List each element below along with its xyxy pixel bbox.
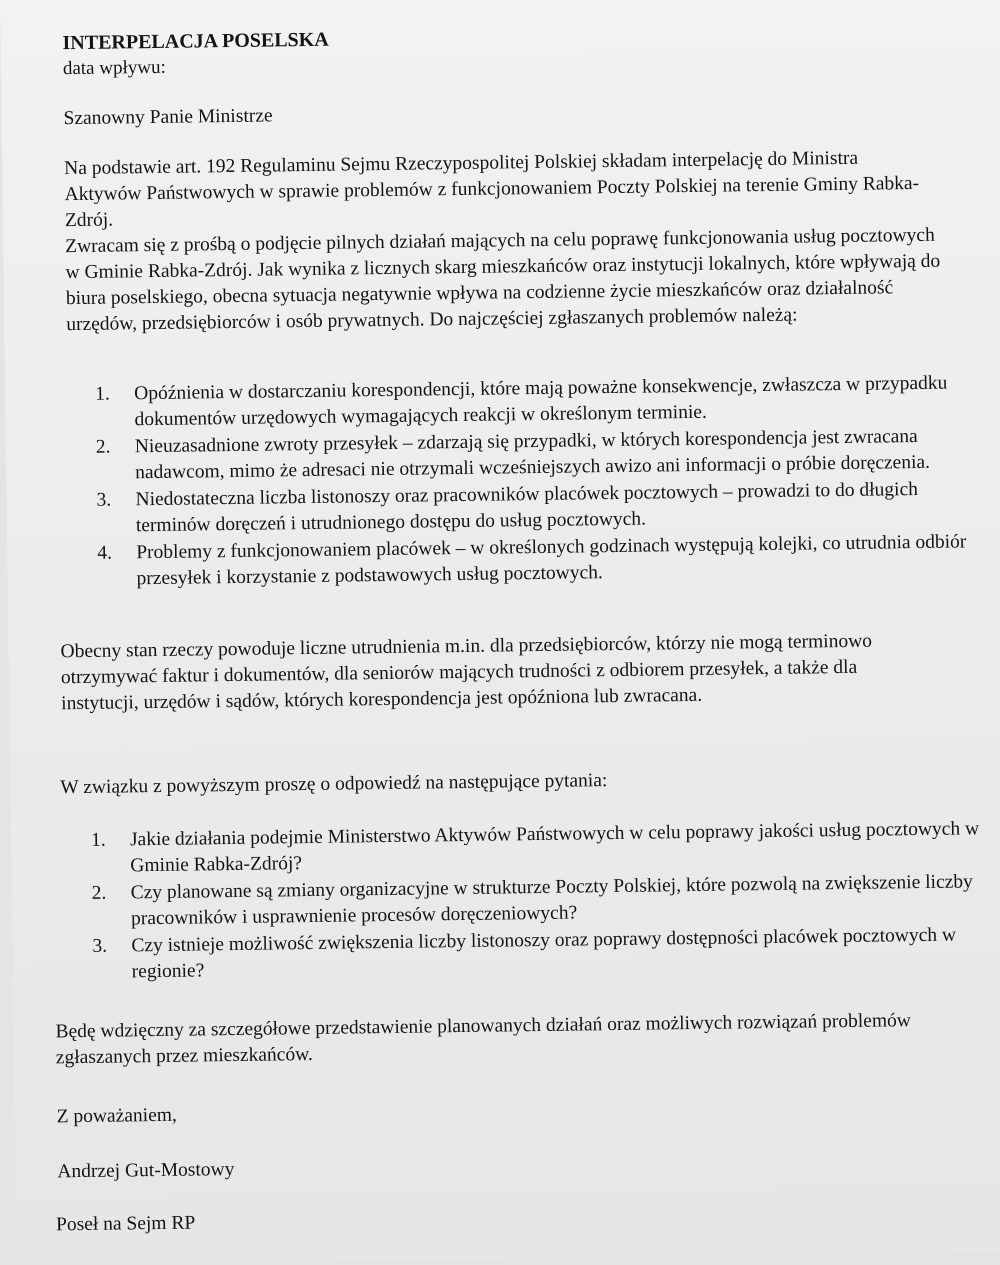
problem-text: Opóźnienia w dostarczaniu korespondencji, które mają poważne konsekwencje, zwłaszcza w przypadku dokumentów urzędowych wymagających reakcji w określonym terminie. bbox=[134, 372, 948, 431]
signature-name: Andrzej Gut-Mostowy bbox=[57, 1159, 235, 1183]
date-received-label: data wpływu: bbox=[62, 56, 166, 80]
list-number: 2. bbox=[91, 882, 107, 904]
signature-title: Poseł na Sejm RP bbox=[55, 1212, 196, 1236]
consequences-paragraph: Obecny stan rzeczy powoduje liczne utrudnienia m.in. dla przedsiębiorców, którzy nie mogą terminowo otrzymywać faktur i dokumentów, dla seniorów mających trudności z odbiorem przesyłek, a także dla instytucji, urzędów i sądów, których korespondencja jest opóźniona lub zwracana. bbox=[60, 630, 873, 715]
problem-text: Niedostateczna liczba listonoszy oraz pracowników placówek pocztowych – prowadzi to do długich terminów doręczeń i utrudnionego dostępu do usług pocztowych. bbox=[135, 479, 919, 537]
list-number: 4. bbox=[97, 542, 113, 564]
problem-item bbox=[97, 529, 968, 592]
list-number: 3. bbox=[96, 489, 112, 511]
regards-line: Z poważaniem, bbox=[56, 1104, 177, 1128]
question-text: Czy istnieje możliwość zwiększenia liczby listonoszy oraz poprawy dostępności placówek pocztowych w regionie? bbox=[131, 924, 957, 983]
document-heading: INTERPELACJA POSELSKA bbox=[62, 28, 329, 55]
list-number: 3. bbox=[92, 935, 108, 957]
request-paragraph: Zwracam się z prośbą o podjęcie pilnych działań mających na celu poprawę funkcjonowania usług pocztowych w Gminie Rabka-Zdrój. Jak wynika z licznych skarg mieszkańców oraz instytucji lokalnych, które wpływają do biura poselskiego, obecna sytuacja negatywnie wpływa na codzienne życie mieszkańców oraz działalność urzędów, przedsiębiorców i osób prywatnych. Do najczęściej zgłaszanych problemów należą: bbox=[65, 224, 941, 336]
questions-intro: W związku z powyższym proszę o odpowiedź na następujące pytania: bbox=[60, 770, 608, 799]
problem-text: Problemy z funkcjonowaniem placówek – w określonych godzinach występują kolejki, co utrudnia odbiór przesyłek i korzystanie z podstawowych usług pocztowych. bbox=[136, 531, 967, 590]
problem-text: Nieuzasadnione zwroty przesyłek – zdarzają się przypadki, w których korespondencja jest zwracana nadawcom, mimo że adresaci nie otrzymali wcześniejszych awizo ani informacji o próbie doręczenia. bbox=[134, 426, 931, 484]
question-text: Czy planowane są zmiany organizacyjne w strukturze Poczty Polskiej, które pozwolą na zwiększenie liczby pracowników i usprawnienie procesów doręczeniowych? bbox=[130, 871, 973, 930]
intro-paragraph: Na podstawie art. 192 Regulaminu Sejmu Rzeczypospolitej Polskiej składam interpelację do Ministra Aktywów Państwowych w sprawie problemów z funkcjonowaniem Poczty Polskiej na terenie Gminy Rabka-Zdrój. bbox=[64, 147, 920, 232]
salutation: Szanowny Panie Ministrze bbox=[63, 105, 273, 130]
list-number: 1. bbox=[95, 383, 110, 405]
list-number: 1. bbox=[90, 829, 106, 851]
problems-list bbox=[95, 370, 968, 593]
questions-list bbox=[91, 816, 993, 987]
list-number: 2. bbox=[95, 436, 111, 458]
question-text: Jakie działania podejmie Ministerstwo Aktywów Państwowych w celu poprawy jakości usług pocztowych w Gminie Rabka-Zdrój? bbox=[129, 818, 980, 877]
question-item bbox=[92, 922, 993, 986]
closing-request-paragraph: Będę wdzięczny za szczegółowe przedstawienie planowanych działań oraz możliwych rozwiązań problemów zgłaszanych przez mieszkańców. bbox=[55, 1010, 912, 1069]
